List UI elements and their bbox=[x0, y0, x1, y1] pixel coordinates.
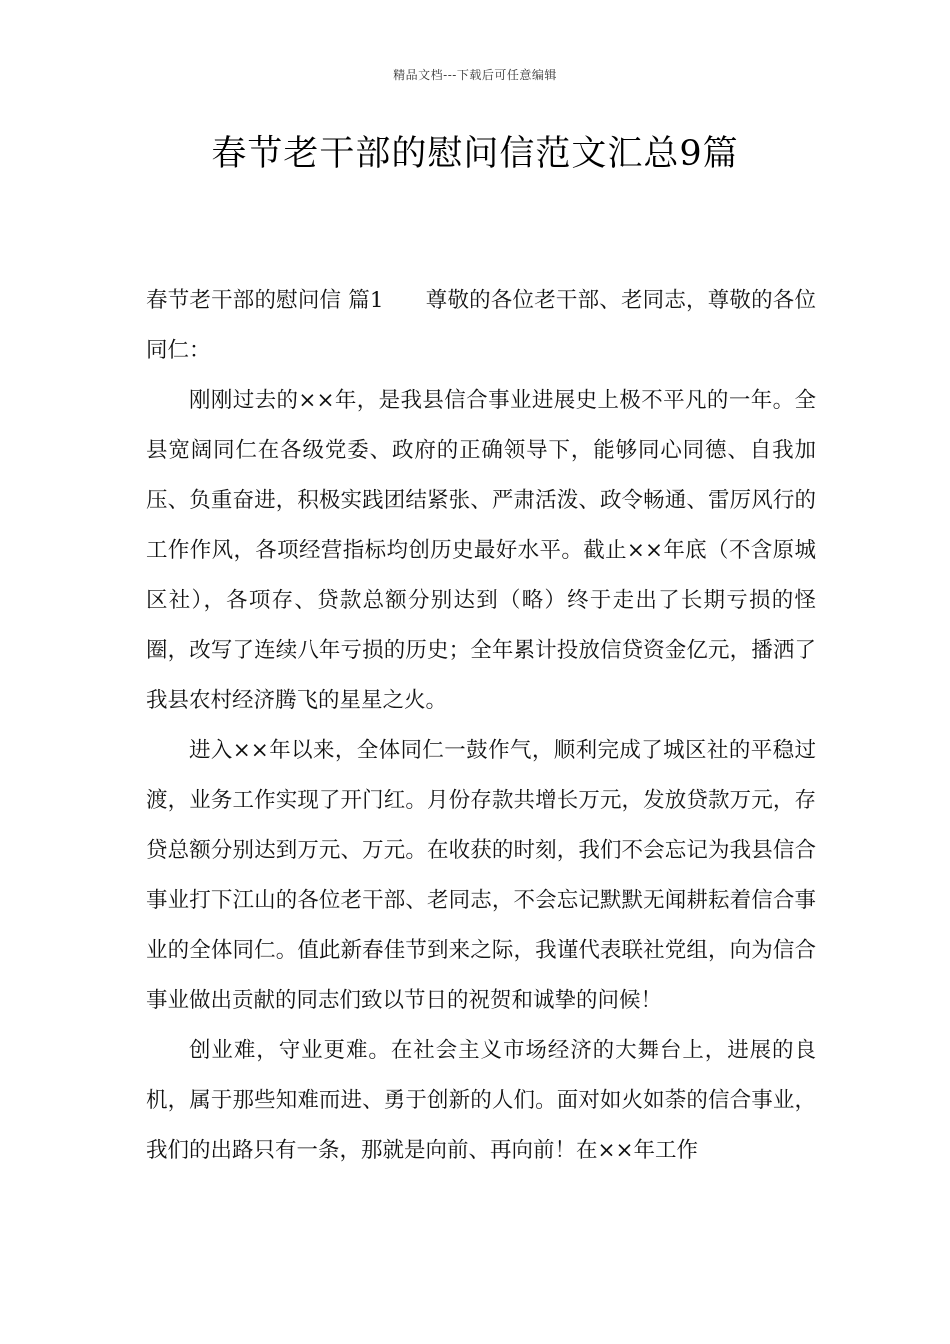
document-title: 春节老干部的慰问信范文汇总9篇 bbox=[211, 134, 739, 174]
paragraph-2: 进入××年以来，全体同仁一鼓作气，顺利完成了城区社的平稳过渡，业务工作实现了开门红。月份存款共增长万元，发放贷款万元，存贷总额分别达到万元、万元。在收获的时刻，我们不会忘记为我县信合事业打下江山的各位老干部、老同志，不会忘记默默无闻耕耘着信合事业的全体同仁。值此新春佳节到来之际，我谨代表联社党组，向为信合事业做出贡献的同志们致以节日的祝贺和诚挚的问候！ bbox=[146, 738, 816, 1013]
salutation: 尊敬的各位老干部、老同志，尊敬的各位同仁： bbox=[146, 288, 816, 363]
section-label: 春节老干部的慰问信 篇1 bbox=[146, 288, 384, 313]
document-body bbox=[146, 276, 816, 1176]
opening-line bbox=[146, 276, 816, 376]
header-note: 精品文档---下载后可任意编辑 bbox=[393, 68, 557, 82]
paragraph-3: 创业难，守业更难。在社会主义市场经济的大舞台上，进展的良机，属于那些知难而进、勇于创新的人们。面对如火如荼的信合事业，我们的出路只有一条，那就是向前、再向前！在××年工作 bbox=[146, 1038, 816, 1163]
paragraph-1: 刚刚过去的××年，是我县信合事业进展史上极不平凡的一年。全县宽阔同仁在各级党委、政府的正确领导下，能够同心同德、自我加压、负重奋进，积极实践团结紧张、严肃活泼、政令畅通、雷厉风行的工作作风，各项经营指标均创历史最好水平。截止××年底（不含原城区社），各项存、贷款总额分别达到（略）终于走出了长期亏损的怪圈，改写了连续八年亏损的历史；全年累计投放信贷资金亿元，播洒了我县农村经济腾飞的星星之火。 bbox=[146, 388, 816, 713]
